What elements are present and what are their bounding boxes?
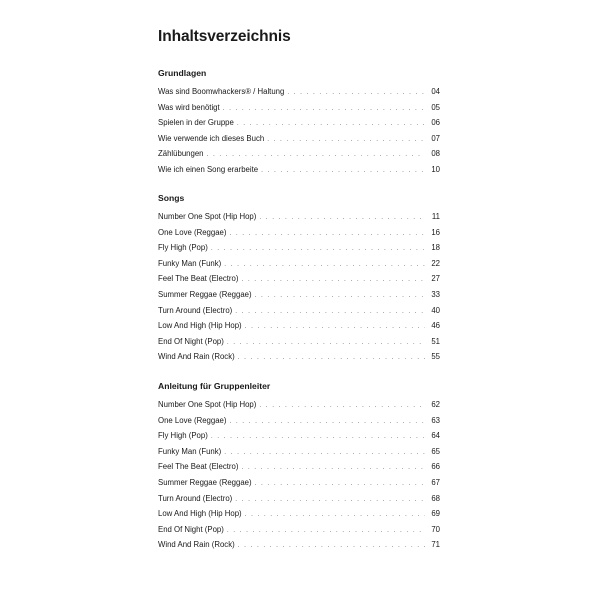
toc-entry [158,334,440,350]
dot-leader [267,132,425,148]
toc-entry [158,428,440,444]
toc-entry-page-number: 40 [431,305,440,315]
toc-entry [158,318,440,334]
dot-leader [235,304,425,320]
dot-leader [238,538,425,554]
toc-entry [158,115,440,131]
toc-entry-page-number: 65 [431,446,440,456]
toc-entry-page-number: 67 [431,477,440,487]
toc-entry-title: Was sind Boomwhackers® / Haltung [158,87,285,96]
toc-entry-title: Spielen in der Gruppe [158,118,234,128]
dot-leader [261,163,425,179]
toc-entry-page-number: 70 [431,524,440,534]
toc-entry [158,522,440,538]
toc-entry-page-number: 06 [431,118,440,128]
toc-entry-title: Summer Reggae (Reggae) [158,477,252,487]
dot-leader [211,241,425,257]
dot-leader [259,398,425,414]
toc-entry-page-number: 69 [431,509,440,519]
toc-entry [158,506,440,522]
toc-entry-page-number: 64 [431,431,440,441]
toc-entry-page-number: 33 [431,289,440,299]
toc-entry-title: Funky Man (Funk) [158,258,222,268]
dot-leader [227,523,425,539]
toc-entry-title: Summer Reggae (Reggae) [158,289,252,299]
dot-leader [241,460,425,476]
toc-entry-title: Funky Man (Funk) [158,446,222,456]
toc-entry-page-number: 55 [431,352,440,362]
dot-leader [211,429,425,445]
toc-entry-title: One Love (Reggae) [158,415,227,425]
toc-entry [158,209,440,225]
section-heading: Grundlagen [158,68,207,78]
dot-leader [237,116,425,132]
toc-entry-page-number: 18 [431,243,440,253]
toc-entry-title: End Of Night (Pop) [158,336,224,346]
toc-entry [158,459,440,475]
toc-entry-title: Wie ich einen Song erarbeite [158,164,259,174]
dot-leader [255,476,425,492]
toc-entry-page-number: 05 [431,102,440,112]
toc-entry-title: Number One Spot (Hip Hop) [158,212,257,221]
toc-entry-title: Turn Around (Electro) [158,493,233,503]
dot-leader [238,350,425,366]
toc-section-songs [158,192,440,365]
toc-entry-title: Feel The Beat (Electro) [158,274,239,284]
toc-entry [158,475,440,491]
dot-leader [223,101,425,117]
toc-entry-page-number: 10 [431,164,440,174]
toc-entry-page-number: 08 [431,149,440,159]
toc-entry-page-number: 04 [431,87,440,96]
dot-leader [224,257,425,273]
toc-entry [158,303,440,319]
dot-leader [245,319,425,335]
toc-entry-title: One Love (Reggae) [158,227,227,237]
section-heading: Anleitung für Gruppenleiter [158,381,271,391]
toc-list [158,84,440,178]
toc-entry [158,491,440,507]
dot-leader [229,226,425,242]
toc-entry-title: Turn Around (Electro) [158,305,233,315]
dot-leader [241,272,425,288]
toc-entry [158,444,440,460]
dot-leader [229,414,425,430]
toc-entry-title: Low And High (Hip Hop) [158,321,242,331]
toc-section-anleitung [158,380,440,553]
toc-entry-page-number: 62 [431,400,440,409]
toc-entry-page-number: 51 [431,336,440,346]
toc-entry [158,413,440,429]
toc-entry-title: Fly High (Pop) [158,431,208,441]
toc-entry-title: Low And High (Hip Hop) [158,509,242,519]
toc-entry [158,271,440,287]
dot-leader [259,210,425,226]
toc-entry-page-number: 66 [431,462,440,472]
toc-entry-title: End Of Night (Pop) [158,524,224,534]
toc-entry-title: Feel The Beat (Electro) [158,462,239,472]
toc-entry [158,162,440,178]
dot-leader [287,85,425,101]
toc-entry-page-number: 71 [431,540,440,550]
toc-section-grundlagen [158,67,440,178]
dot-leader [227,335,425,351]
toc-entry-page-number: 46 [431,321,440,331]
dot-leader [235,492,425,508]
toc-entry [158,256,440,272]
toc-entry-title: Wind And Rain (Rock) [158,352,235,362]
toc-entry-title: Number One Spot (Hip Hop) [158,400,257,409]
toc-entry-page-number: 22 [431,258,440,268]
toc-entry [158,349,440,365]
toc-entry-page-number: 27 [431,274,440,284]
toc-entry-title: Zählübungen [158,149,204,159]
dot-leader [224,445,425,461]
toc-entry [158,225,440,241]
toc-entry-page-number: 11 [431,212,440,221]
dot-leader [207,147,425,163]
toc-entry-page-number: 16 [431,227,440,237]
toc-entry-title: Wie verwende ich dieses Buch [158,133,265,143]
toc-entry-page-number: 63 [431,415,440,425]
toc-entry [158,84,440,100]
toc-entry [158,287,440,303]
toc-entry [158,146,440,162]
toc-entry [158,397,440,413]
section-heading: Songs [158,193,185,203]
toc-entry-page-number: 68 [431,493,440,503]
toc-entry-title: Wind And Rain (Rock) [158,540,235,550]
toc-entry [158,100,440,116]
toc-entry-title: Fly High (Pop) [158,243,208,253]
page-title: Inhaltsverzeichnis [158,28,291,45]
toc-entry [158,537,440,553]
dot-leader [255,288,425,304]
toc-entry [158,131,440,147]
toc-list [158,209,440,365]
toc-entry-page-number: 07 [431,133,440,143]
toc-entry [158,240,440,256]
toc-entry-title: Was wird benötigt [158,102,220,112]
toc-list [158,397,440,553]
dot-leader [245,507,425,523]
